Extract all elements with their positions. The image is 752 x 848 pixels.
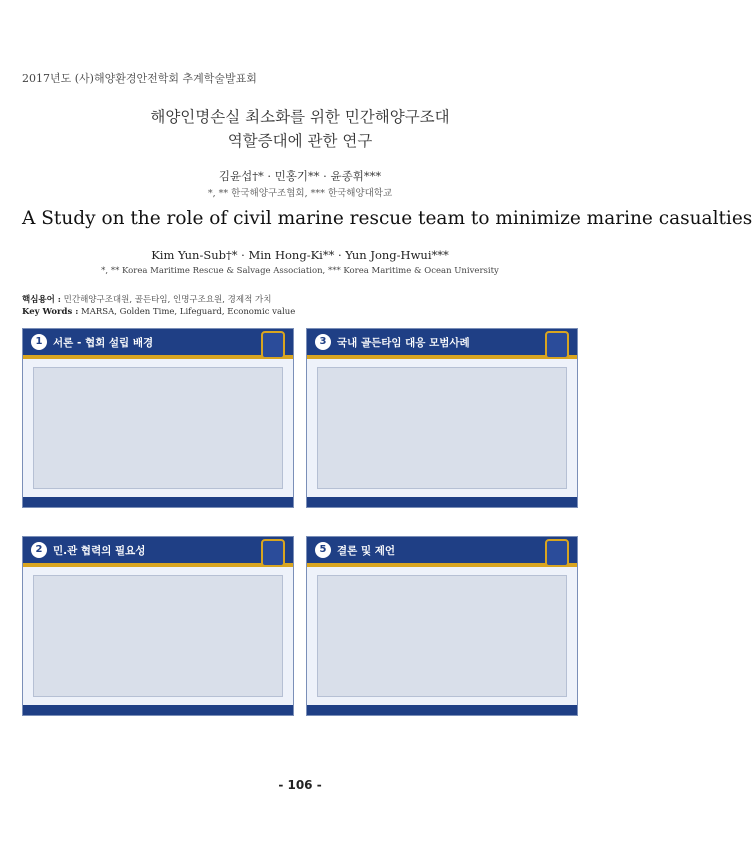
slide-title: 국내 골든타임 대응 모범사례 <box>337 337 470 349</box>
korean-authors: 김윤섭†* · 민홍기** · 윤종휘*** <box>218 169 382 183</box>
english-keywords-label: Key Words : <box>22 307 79 317</box>
slide-number: 3 <box>315 334 331 350</box>
korean-affiliations: *, ** 한국해양구조협회, *** 한국해양대학교 <box>207 188 393 199</box>
slide-title: 민.관 협력의 필요성 <box>53 545 146 557</box>
slide-footer-bar <box>307 497 577 507</box>
page-number: - 106 - <box>278 778 322 792</box>
slide-number: 1 <box>31 334 47 350</box>
slide-footer-bar <box>23 705 293 715</box>
korean-title-line1: 해양인명손실 최소화를 위한 민간해양구조대 <box>150 108 450 126</box>
slide-accent-stripe <box>23 563 293 567</box>
slide-accent-stripe <box>307 563 577 567</box>
coast-guard-emblem-icon <box>545 539 569 567</box>
slide-content-placeholder <box>317 367 567 489</box>
coast-guard-emblem-icon <box>261 539 285 567</box>
korean-title-line2: 역할증대에 관한 연구 <box>227 132 373 150</box>
english-title: A Study on the role of civil marine rescue team to minimize marine casualties <box>22 208 752 229</box>
slide-accent-stripe <box>23 355 293 359</box>
english-keywords <box>22 307 295 317</box>
coast-guard-emblem-icon <box>261 331 285 359</box>
korean-keywords-label: 핵심용어 : <box>22 295 61 305</box>
slide-1 <box>22 328 294 508</box>
slide-footer-bar <box>23 497 293 507</box>
coast-guard-emblem-icon <box>545 331 569 359</box>
proceedings-header: 2017년도 (사)해양환경안전학회 추계학술발표회 <box>22 72 257 85</box>
slide-content-placeholder <box>33 367 283 489</box>
korean-keywords-value: 민간해양구조대원, 골든타임, 인명구조요원, 경제적 가치 <box>63 295 272 305</box>
slide-title: 서론 - 협회 설립 배경 <box>53 337 154 349</box>
slide-2 <box>22 536 294 716</box>
english-authors: Kim Yun-Sub†* · Min Hong-Ki** · Yun Jong-Hwui*** <box>151 248 449 262</box>
slide-number: 5 <box>315 542 331 558</box>
slide-accent-stripe <box>307 355 577 359</box>
slide-content-placeholder <box>33 575 283 697</box>
slide-footer-bar <box>307 705 577 715</box>
korean-keywords <box>22 293 271 305</box>
slide-3 <box>306 328 578 508</box>
english-keywords-value: MARSA, Golden Time, Lifeguard, Economic value <box>81 307 296 317</box>
english-affiliations: *, ** Korea Maritime Rescue & Salvage Association, *** Korea Maritime & Ocean University <box>101 266 499 276</box>
slide-content-placeholder <box>317 575 567 697</box>
slide-number: 2 <box>31 542 47 558</box>
slide-5 <box>306 536 578 716</box>
slide-title: 결론 및 제언 <box>337 545 396 557</box>
